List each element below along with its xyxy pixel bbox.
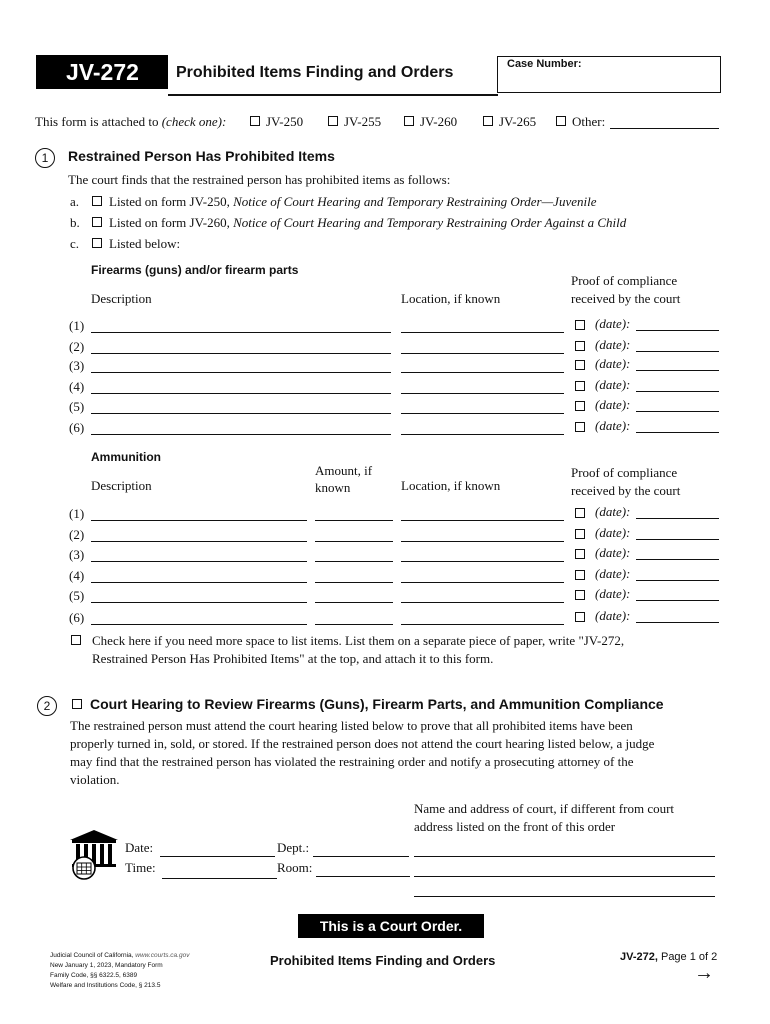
item-a-letter: a. [70, 194, 80, 209]
ammunition-row-5-description-input[interactable] [91, 602, 307, 603]
ammunition-row-3-proof-checkbox[interactable] [575, 549, 585, 559]
firearms-row-4-number: (4) [69, 379, 85, 394]
ammunition-row-2-proof-checkbox[interactable] [575, 529, 585, 539]
ammunition-col-amount-1: Amount, if [315, 463, 373, 478]
firearms-col-location: Location, if known [401, 291, 501, 306]
hearing-date-label: Date: [125, 840, 154, 855]
ammunition-row-6-number: (6) [69, 610, 85, 625]
ammunition-row-1-date-label: (date): [595, 504, 631, 519]
firearms-row-2-date-label: (date): [595, 337, 631, 352]
ammunition-row-2-description-input[interactable] [91, 541, 307, 542]
firearms-row-5-description-input[interactable] [91, 413, 391, 414]
section-2-para-3: may find that the restrained person has violated the restraining order and notify a prosecuting attorney of the [70, 754, 634, 769]
ammunition-row-3-location-input[interactable] [401, 561, 564, 562]
ammunition-row-4-date-input[interactable] [636, 580, 719, 581]
section-1-title: Restrained Person Has Prohibited Items [68, 148, 335, 164]
ammunition-row-2-location-input[interactable] [401, 541, 564, 542]
firearms-row-5-proof-checkbox[interactable] [575, 401, 585, 411]
ammunition-row-3-date-label: (date): [595, 545, 631, 560]
ammunition-row-1-proof-checkbox[interactable] [575, 508, 585, 518]
section-1-intro: The court finds that the restrained person has prohibited items as follows: [68, 172, 451, 187]
ammunition-row-6-amount-input[interactable] [315, 624, 393, 625]
ammunition-row-4-amount-input[interactable] [315, 582, 393, 583]
ammunition-col-proof-1: Proof of compliance [571, 465, 678, 480]
ammunition-row-6-description-input[interactable] [91, 624, 307, 625]
section-2-para-1: The restrained person must attend the court hearing listed below to prove that all prohibited items have been [70, 718, 633, 733]
item-c-text: Listed below: [109, 236, 181, 251]
firearms-row-4-description-input[interactable] [91, 393, 391, 394]
header-rule [168, 94, 498, 96]
ammunition-row-1-amount-input[interactable] [315, 520, 393, 521]
attached-jv250-label: JV-250 [266, 114, 304, 129]
firearms-row-1-date-input[interactable] [636, 330, 719, 331]
attached-other-input[interactable] [610, 128, 719, 129]
attached-jv250-checkbox[interactable] [250, 116, 260, 126]
firearms-row-6-location-input[interactable] [401, 434, 564, 435]
attached-other-checkbox[interactable] [556, 116, 566, 126]
firearms-col-proof-2: received by the court [571, 291, 681, 306]
courts-website-link[interactable]: www.courts.ca.gov [135, 952, 190, 959]
firearms-row-4-proof-checkbox[interactable] [575, 381, 585, 391]
ammunition-col-proof-2: received by the court [571, 483, 681, 498]
hearing-time-input[interactable] [162, 878, 277, 879]
ammunition-row-1-description-input[interactable] [91, 520, 307, 521]
hearing-time-label: Time: [125, 860, 156, 875]
item-a-checkbox[interactable] [92, 196, 102, 206]
firearms-row-2-location-input[interactable] [401, 353, 564, 354]
firearms-row-4-date-input[interactable] [636, 391, 719, 392]
court-address-input-1[interactable] [414, 856, 715, 857]
attached-jv255-checkbox[interactable] [328, 116, 338, 126]
item-c-checkbox[interactable] [92, 238, 102, 248]
firearms-row-5-date-label: (date): [595, 397, 631, 412]
firearms-row-2-proof-checkbox[interactable] [575, 341, 585, 351]
ammunition-row-2-date-label: (date): [595, 525, 631, 540]
hearing-date-input[interactable] [160, 856, 275, 857]
next-page-arrow-icon[interactable]: → [694, 962, 714, 984]
section-1-number: 1 [35, 148, 55, 168]
attached-jv255-label: JV-255 [344, 114, 382, 129]
more-space-checkbox[interactable] [71, 635, 81, 645]
attached-jv260-label: JV-260 [420, 114, 458, 129]
section-2-number: 2 [37, 696, 57, 716]
firearms-row-5-date-input[interactable] [636, 411, 719, 412]
ammunition-row-2-amount-input[interactable] [315, 541, 393, 542]
firearms-row-3-description-input[interactable] [91, 372, 391, 373]
ammunition-row-1-date-input[interactable] [636, 518, 719, 519]
firearms-row-1-number: (1) [69, 318, 85, 333]
attached-jv265-checkbox[interactable] [483, 116, 493, 126]
firearms-row-3-number: (3) [69, 358, 85, 373]
firearms-col-description: Description [91, 291, 152, 306]
firearms-row-1-date-label: (date): [595, 316, 631, 331]
firearms-row-1-location-input[interactable] [401, 332, 564, 333]
footer-page-number: JV-272, Page 1 of 2 [620, 951, 718, 963]
hearing-dept-label: Dept.: [277, 840, 310, 855]
ammunition-row-5-date-input[interactable] [636, 600, 719, 601]
court-order-badge: This is a Court Order. [298, 914, 484, 938]
ammunition-row-3-description-input[interactable] [91, 561, 307, 562]
ammunition-row-3-number: (3) [69, 547, 85, 562]
firearms-row-3-proof-checkbox[interactable] [575, 360, 585, 370]
court-address-input-2[interactable] [414, 876, 715, 877]
ammunition-row-4-date-label: (date): [595, 566, 631, 581]
firearms-row-4-location-input[interactable] [401, 393, 564, 394]
firearms-row-2-date-input[interactable] [636, 351, 719, 352]
more-space-text-1: Check here if you need more space to list items. List them on a separate piece of paper, write "JV-272, [92, 633, 625, 648]
firearms-row-2-number: (2) [69, 339, 85, 354]
footer-citation: Judicial Council of California, www.courts.ca.gov New January 1, 2023, Mandatory Form Family Code, §§ 6322.5, 6389 Welfare and Institutions Code, § 213.5 [50, 952, 190, 989]
firearms-row-6-description-input[interactable] [91, 434, 391, 435]
ammunition-row-5-amount-input[interactable] [315, 602, 393, 603]
firearms-row-5-location-input[interactable] [401, 413, 564, 414]
ammunition-row-6-date-input[interactable] [636, 622, 719, 623]
attached-jv260-checkbox[interactable] [404, 116, 414, 126]
more-space-text-2: Restrained Person Has Prohibited Items" at the top, and attach it to this form. [92, 651, 494, 666]
ammunition-row-4-number: (4) [69, 568, 85, 583]
ammunition-row-6-proof-checkbox[interactable] [575, 612, 585, 622]
ammunition-row-6-location-input[interactable] [401, 624, 564, 625]
ammunition-row-4-proof-checkbox[interactable] [575, 570, 585, 580]
ammunition-col-location: Location, if known [401, 478, 501, 493]
firearms-row-4-date-label: (date): [595, 377, 631, 392]
form-number-badge: JV-272 [36, 55, 168, 89]
section-2-para-2: properly turned in, sold, or stored. If the restrained person does not attend the court hearing listed below, a judge [70, 736, 655, 751]
firearms-row-6-number: (6) [69, 420, 85, 435]
attached-other-label: Other: [572, 114, 606, 129]
firearms-row-5-number: (5) [69, 399, 85, 414]
firearms-row-3-location-input[interactable] [401, 372, 564, 373]
ammunition-row-3-date-input[interactable] [636, 559, 719, 560]
item-b-checkbox[interactable] [92, 217, 102, 227]
section-2-title: Court Hearing to Review Firearms (Guns), Firearm Parts, and Ammunition Compliance [90, 696, 664, 712]
hearing-room-input[interactable] [316, 876, 410, 877]
ammunition-row-4-description-input[interactable] [91, 582, 307, 583]
case-number-label: Case Number: [507, 58, 582, 70]
court-address-input-3[interactable] [414, 896, 715, 897]
form-title: Prohibited Items Finding and Orders [176, 64, 454, 81]
ammunition-row-1-location-input[interactable] [401, 520, 564, 521]
firearms-row-1-proof-checkbox[interactable] [575, 320, 585, 330]
ammunition-row-1-number: (1) [69, 506, 85, 521]
ammunition-row-5-number: (5) [69, 588, 85, 603]
attached-jv265-label: JV-265 [499, 114, 537, 129]
footer-title: Prohibited Items Finding and Orders [270, 953, 496, 968]
ammunition-row-5-date-label: (date): [595, 586, 631, 601]
ammunition-col-amount-2: known [315, 480, 351, 495]
item-b-text: Listed on form JV-260, Notice of Court Hearing and Temporary Restraining Order Against a Child [109, 215, 627, 230]
attached-to-label: This form is attached to (check one): [35, 114, 227, 129]
firearms-row-1-description-input[interactable] [91, 332, 391, 333]
ammunition-heading: Ammunition [91, 450, 161, 464]
hearing-room-label: Room: [277, 860, 313, 875]
ammunition-row-3-amount-input[interactable] [315, 561, 393, 562]
firearms-row-3-date-input[interactable] [636, 370, 719, 371]
firearms-heading: Firearms (guns) and/or firearm parts [91, 263, 299, 277]
ammunition-row-4-location-input[interactable] [401, 582, 564, 583]
court-address-label-2: address listed on the front of this order [414, 819, 616, 834]
ammunition-row-6-date-label: (date): [595, 608, 631, 623]
ammunition-row-2-number: (2) [69, 527, 85, 542]
ammunition-row-5-proof-checkbox[interactable] [575, 590, 585, 600]
firearms-row-6-date-label: (date): [595, 418, 631, 433]
firearms-row-3-date-label: (date): [595, 356, 631, 371]
firearms-row-6-proof-checkbox[interactable] [575, 422, 585, 432]
item-b-letter: b. [70, 215, 80, 230]
ammunition-col-description: Description [91, 478, 152, 493]
firearms-row-2-description-input[interactable] [91, 353, 391, 354]
courthouse-icon [70, 826, 118, 882]
firearms-col-proof-1: Proof of compliance [571, 273, 678, 288]
item-c-letter: c. [70, 236, 80, 251]
ammunition-row-2-date-input[interactable] [636, 539, 719, 540]
hearing-dept-input[interactable] [313, 856, 409, 857]
firearms-row-6-date-input[interactable] [636, 432, 719, 433]
item-a-text: Listed on form JV-250, Notice of Court Hearing and Temporary Restraining Order—Juvenile [109, 194, 597, 209]
section-2-checkbox[interactable] [72, 699, 82, 709]
court-address-label-1: Name and address of court, if different from court [414, 801, 675, 816]
ammunition-row-5-location-input[interactable] [401, 602, 564, 603]
section-2-para-4: violation. [70, 772, 120, 787]
